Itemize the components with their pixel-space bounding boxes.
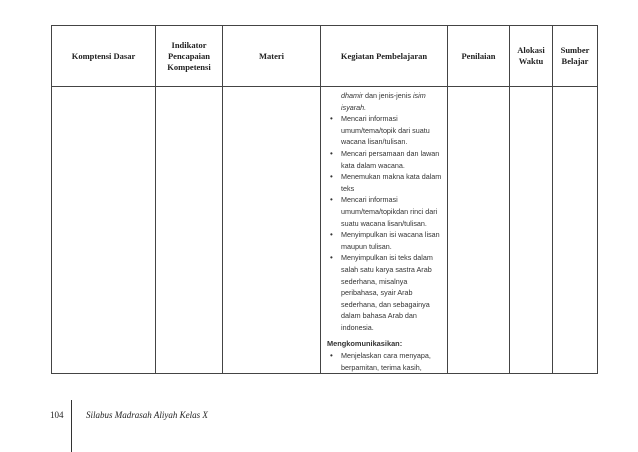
kegiatan-term-isyarah: isyarah. bbox=[341, 102, 367, 112]
cell-alokasi-waktu bbox=[510, 87, 553, 374]
kegiatan-term-isim: isim bbox=[412, 91, 426, 100]
kegiatan-list-item-line: salah satu karya sastra Arab bbox=[341, 264, 432, 274]
table-body-row bbox=[52, 87, 598, 374]
kegiatan-list-item-line: suatu wacana lisan/tulisan. bbox=[341, 218, 427, 228]
kegiatan-list-item-line: dalam bahasa Arab dan bbox=[341, 311, 417, 321]
header-alokasi-line-2: Waktu bbox=[518, 56, 544, 66]
kegiatan-list-item-line: • Mencari informasi bbox=[341, 195, 398, 205]
header-sumber-line-2: Belajar bbox=[561, 56, 589, 66]
kegiatan-list-item-line: umum/tema/topikdan rinci dari bbox=[341, 206, 438, 216]
cell-sumber-belajar bbox=[553, 87, 598, 374]
header-kompetensi-dasar bbox=[52, 26, 156, 87]
kegiatan-list-item-line: • Mencari persamaan dan lawan bbox=[341, 148, 440, 158]
cell-materi bbox=[223, 87, 321, 374]
header-indikator-line-3: Kompetensi bbox=[167, 61, 211, 72]
header-kegiatan-label: Kegiatan Pembelajaran bbox=[340, 50, 428, 61]
cell-penilaian bbox=[448, 87, 510, 374]
cell-indikator bbox=[156, 87, 223, 374]
kegiatan-list-item-line: sederhana, misalnya bbox=[341, 276, 408, 286]
kegiatan-list-item-line: sederhana, dan sebagainya bbox=[341, 299, 430, 309]
kegiatan-list-item-line: • Menjelaskan cara menyapa, bbox=[341, 351, 431, 361]
header-alokasi-line-1: Alokasi bbox=[517, 45, 545, 55]
header-materi-label: Materi bbox=[258, 50, 284, 61]
kegiatan-line-1-text: dan jenis-jenis bbox=[362, 91, 413, 100]
kegiatan-list-item-line: • Menemukan makna kata dalam bbox=[341, 172, 442, 182]
kegiatan-list-item bbox=[327, 171, 443, 194]
kegiatan-list-item-line: maupun tulisan. bbox=[341, 241, 392, 251]
kegiatan-list-item-line: • Menyimpulkan isi teks dalam bbox=[341, 253, 433, 263]
kegiatan-list-item bbox=[327, 350, 443, 373]
kegiatan-list-item-line: peribahasa, syair Arab bbox=[341, 288, 413, 298]
footer-title: Silabus Madrasah Aliyah Kelas X bbox=[86, 410, 208, 420]
header-kompetensi-dasar-label: Komptensi Dasar bbox=[71, 50, 136, 61]
kegiatan-list-item-line: teks bbox=[341, 183, 355, 193]
footer-divider bbox=[71, 400, 72, 452]
header-indikator-line-1: Indikator bbox=[171, 39, 207, 50]
cell-kegiatan bbox=[321, 87, 448, 374]
kegiatan-list-item bbox=[327, 194, 443, 229]
kegiatan-bullet-list-1 bbox=[327, 113, 443, 333]
header-materi bbox=[223, 26, 321, 87]
kegiatan-list-item-line: berpamitan, terima kasih, bbox=[341, 362, 422, 372]
kegiatan-continued-line-2 bbox=[327, 102, 443, 114]
kegiatan-term-dhamir: dhamir bbox=[341, 91, 363, 100]
kegiatan-list-item bbox=[327, 148, 443, 171]
header-sumber-belajar bbox=[553, 26, 598, 87]
page-number: 104 bbox=[50, 410, 64, 420]
header-indikator bbox=[156, 26, 223, 87]
kegiatan-list-item bbox=[327, 229, 443, 252]
syllabus-table bbox=[51, 25, 598, 374]
kegiatan-bullet-list-2 bbox=[327, 350, 443, 373]
kegiatan-continued-line-1 bbox=[327, 90, 443, 102]
kegiatan-list-item bbox=[327, 252, 443, 333]
table-header-row bbox=[52, 26, 598, 87]
kegiatan-list-item-line: indonesia. bbox=[341, 322, 374, 332]
kegiatan-content bbox=[321, 87, 447, 373]
kegiatan-list-item bbox=[327, 113, 443, 148]
header-sumber-line-1: Sumber bbox=[560, 45, 590, 55]
header-kegiatan bbox=[321, 26, 448, 87]
kegiatan-heading-mengkomunikasikan: Mengkomunikasikan: bbox=[327, 339, 403, 349]
kegiatan-list-item-line: umum/tema/topik dari suatu bbox=[341, 125, 430, 135]
header-penilaian bbox=[448, 26, 510, 87]
kegiatan-list-item-line: kata dalam wacana. bbox=[341, 160, 405, 170]
header-indikator-line-2: Pencapaian bbox=[167, 50, 211, 61]
kegiatan-list-item-line: wacana lisan/tulisan. bbox=[341, 137, 408, 147]
header-alokasi-waktu bbox=[510, 26, 553, 87]
header-penilaian-label: Penilaian bbox=[461, 50, 496, 61]
kegiatan-list-item-line: • Mencari informasi bbox=[341, 114, 398, 124]
kegiatan-list-item-line: • Menyimpulkan isi wacana lisan bbox=[341, 230, 440, 240]
cell-kompetensi-dasar bbox=[52, 87, 156, 374]
